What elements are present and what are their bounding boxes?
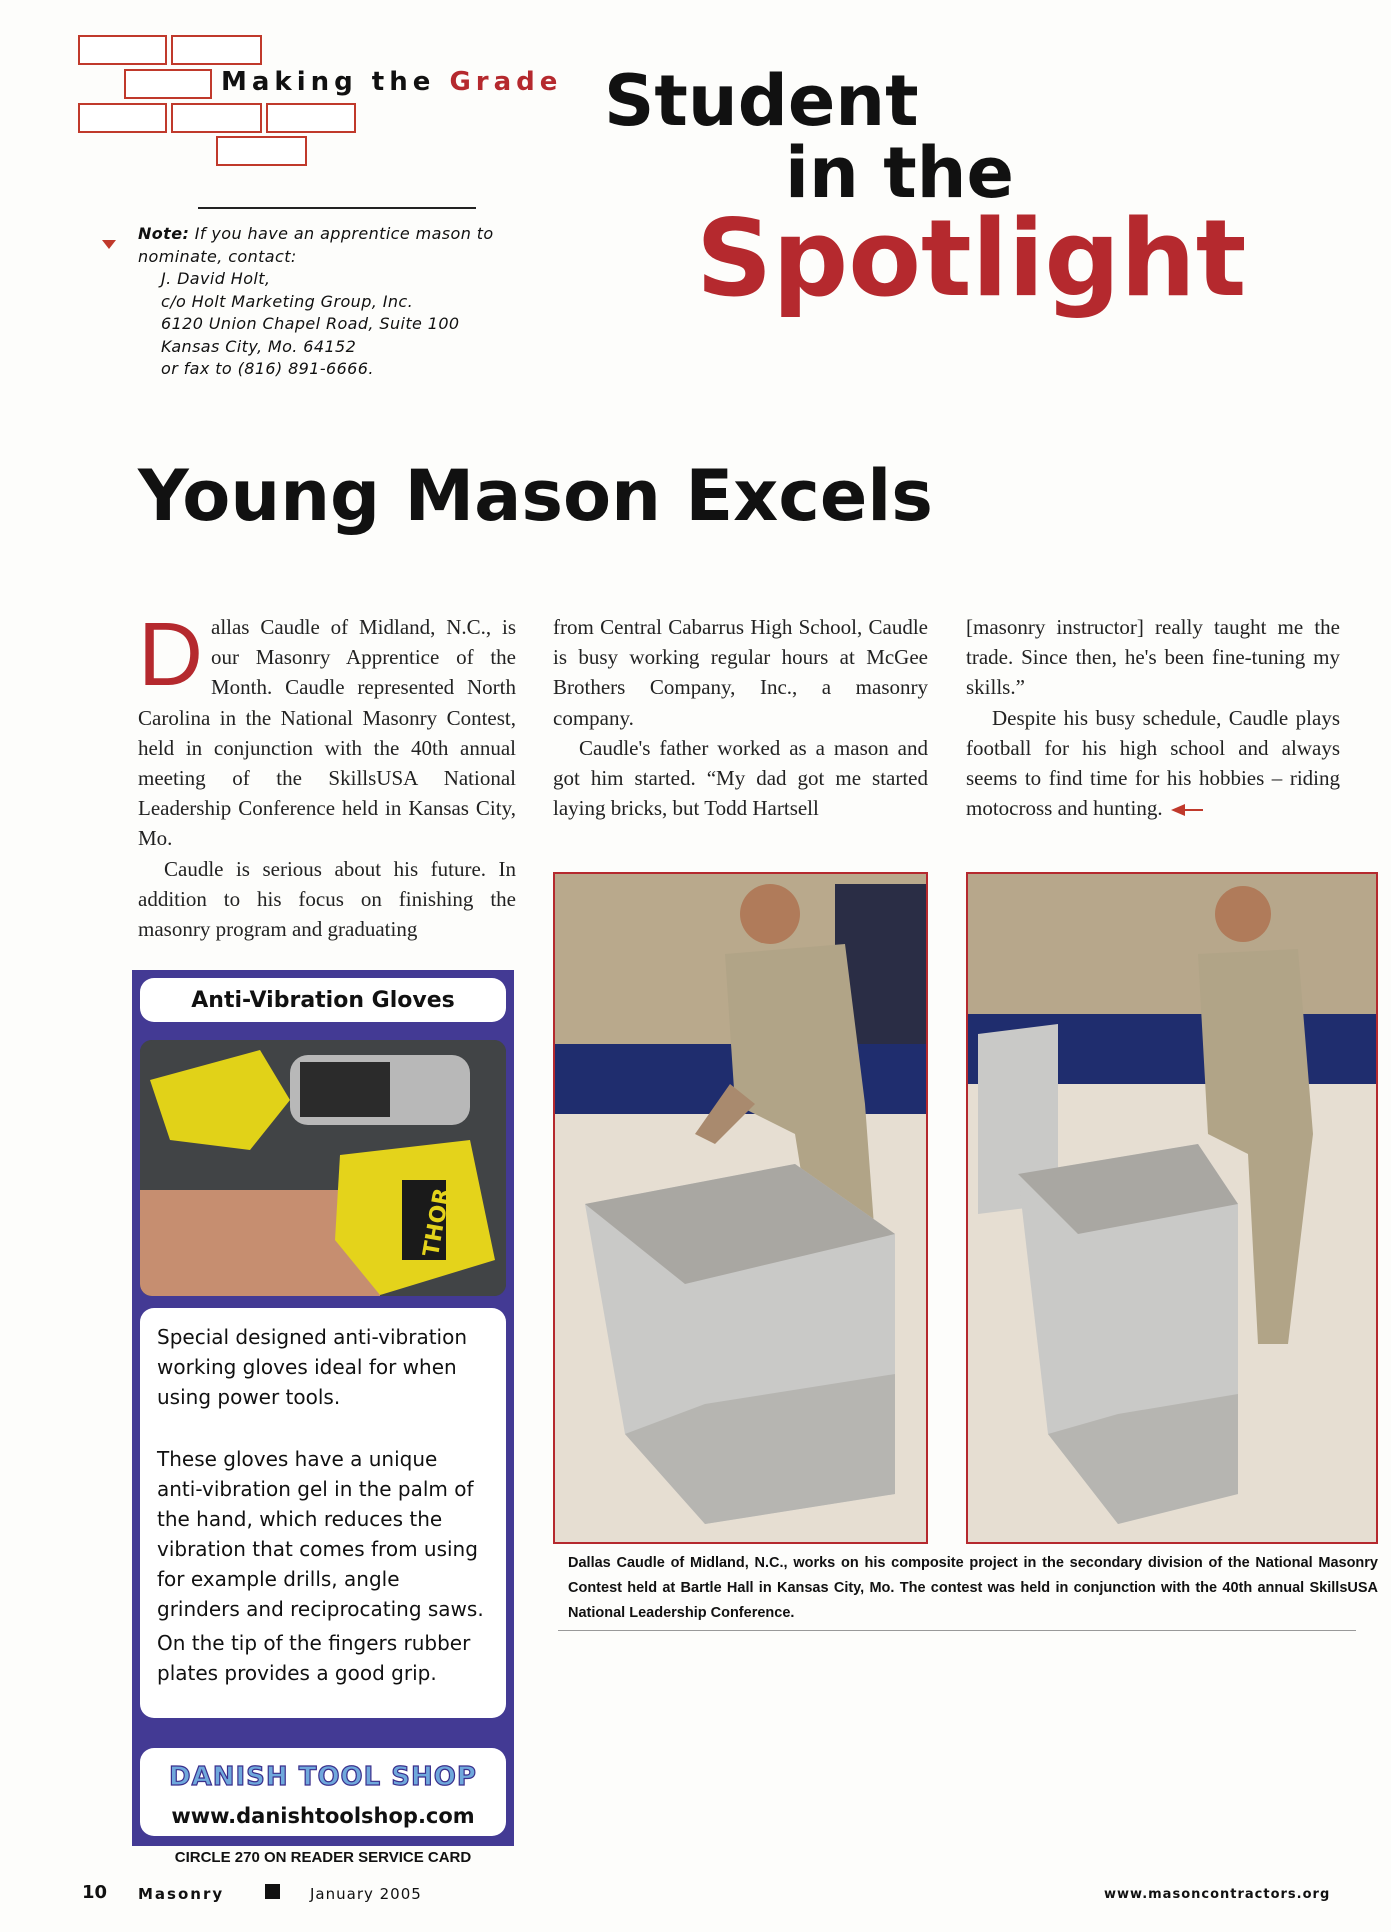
note-label: Note: — [138, 224, 190, 243]
article-paragraph: Caudle's father worked as a mason and got him started. “My dad got me started laying bricks, but Todd Hartsell — [553, 735, 928, 821]
ad-footer — [140, 1748, 506, 1836]
contest-photo-left — [553, 872, 928, 1544]
ad-body — [140, 1308, 506, 1718]
article-paragraph-text: allas Caudle of Midland, N.C., is our Masonry Apprentice of the Month. Caudle represented North Carolina in the National Masonry Contest, held in conjunction with the 40th annual meeting of the SkillsUSA National Leadership Conference held in Kansas City, Mo. — [138, 615, 516, 851]
photo-illustration — [555, 874, 926, 1542]
note-line: nominate, contact: — [138, 246, 297, 266]
ad-brand-name: DANISH TOOL SHOP — [169, 1762, 477, 1792]
logo-brick — [266, 103, 356, 133]
footer-separator-icon — [265, 1884, 280, 1899]
note-address-line: 6120 Union Chapel Road, Suite 100 — [161, 314, 460, 333]
article-paragraph: Caudle is serious about his future. In addition to his focus on finishing the masonry program and graduating — [138, 856, 516, 942]
logo-brick — [171, 103, 262, 133]
ad-glove-photo — [140, 1040, 506, 1296]
ad-website-link[interactable]: www.danishtoolshop.com — [171, 1804, 475, 1828]
ad-paragraph: On the tip of the fingers rubber plates provides a good grip. — [157, 1631, 471, 1685]
footer-website-link[interactable]: www.masoncontractors.org — [1104, 1887, 1331, 1902]
article-paragraph: [masonry instructor] really taught me the trade. Since then, he's been fine-tuning my skills.” — [966, 615, 1340, 700]
logo-brick — [216, 136, 307, 166]
page-title-line-3: Spotlight — [696, 197, 1247, 320]
note-address-line: J. David Holt, — [161, 269, 271, 288]
section-label-prefix: Making the — [221, 67, 436, 97]
logo-brick — [78, 103, 167, 133]
article-headline: Young Mason Excels — [138, 455, 933, 537]
contest-photo-right — [966, 872, 1378, 1544]
photo-illustration — [968, 874, 1376, 1542]
article-paragraph — [138, 605, 516, 854]
glove-brand-text: THOR — [418, 1186, 456, 1259]
glove-advertisement[interactable] — [132, 970, 514, 1846]
caption-divider — [558, 1630, 1356, 1631]
note-arrow-icon — [102, 240, 116, 249]
logo-brick — [171, 35, 262, 65]
article-paragraph-text: Despite his busy schedule, Caudle plays football for his high school and always seems to find time for his hobbies – riding motocross and hunting. — [966, 705, 1340, 821]
magazine-name: Masonry — [138, 1885, 225, 1903]
logo-brick — [124, 69, 212, 99]
note-address-line: Kansas City, Mo. 64152 — [161, 336, 357, 356]
page-title-line-2: in the — [785, 132, 1014, 214]
section-label — [221, 67, 562, 97]
reader-service-note: CIRCLE 270 ON READER SERVICE CARD — [174, 1849, 472, 1866]
article-column-2 — [553, 612, 928, 823]
drop-cap: D — [138, 605, 203, 705]
logo-brick — [78, 35, 167, 65]
nomination-note — [138, 223, 494, 381]
ad-paragraph: These gloves have a unique anti-vibration gel in the palm of the hand, which reduces the vibration that comes from using for example drills, angle grinders and reciprocating saws. — [157, 1447, 484, 1621]
article-column-1 — [138, 605, 516, 944]
ad-paragraph: Special designed anti-vibration working gloves ideal for when using power tools. — [157, 1325, 468, 1409]
article-column-3 — [966, 612, 1340, 823]
glove-illustration — [140, 1040, 506, 1296]
article-paragraph: from Central Cabarrus High School, Caudle is busy working regular hours at McGee Brothers Company, Inc., a masonry company. — [553, 615, 928, 730]
note-divider — [198, 207, 476, 209]
page-number: 10 — [82, 1882, 108, 1903]
end-of-article-arrow-icon — [1171, 804, 1203, 816]
issue-date: January 2005 — [310, 1885, 422, 1903]
photo-caption: Dallas Caudle of Midland, N.C., works on his composite project in the secondary division of the National Masonry Contest held at Bartle Hall in Kansas City, Mo. The contest was held in conjunction with the 40th annual SkillsUSA National Leadership Conference. — [568, 1555, 1378, 1621]
note-lead: If you have an apprentice mason to — [194, 224, 494, 243]
page-title-line-1: Student — [604, 60, 919, 142]
ad-title: Anti-Vibration Gloves — [140, 978, 506, 1022]
article-paragraph — [966, 703, 1340, 824]
section-label-accent: Grade — [449, 67, 563, 97]
note-address-line: or fax to (816) 891-6666. — [161, 359, 374, 378]
note-address-line: c/o Holt Marketing Group, Inc. — [161, 291, 414, 311]
